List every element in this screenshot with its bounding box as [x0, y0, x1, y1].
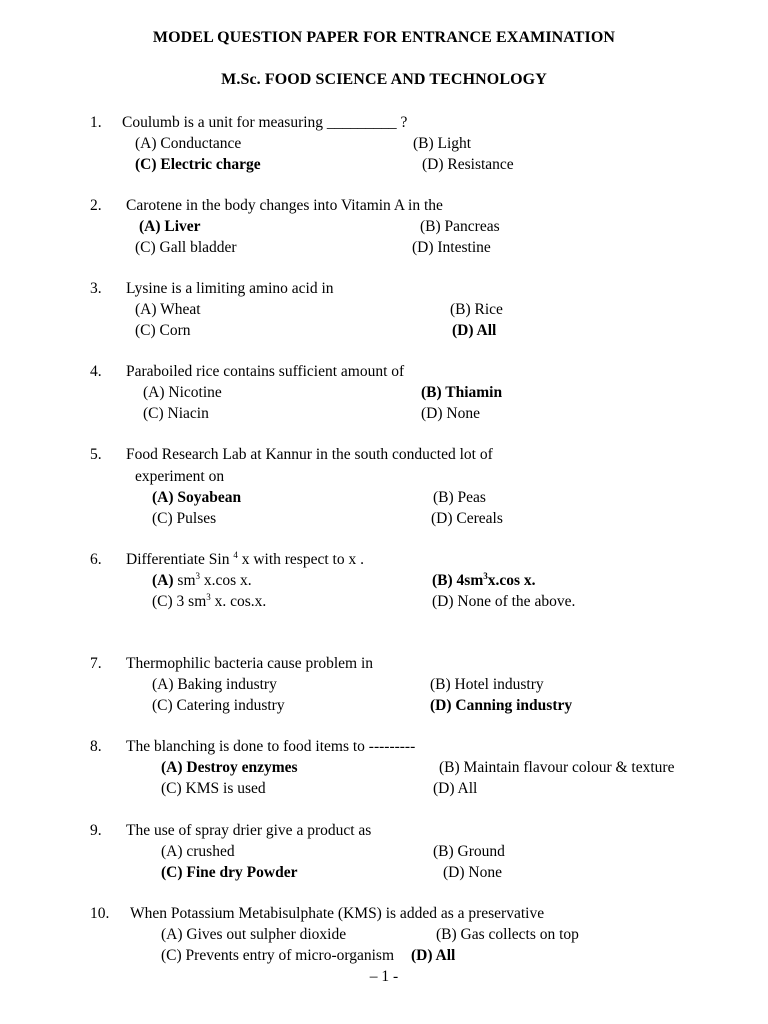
question-number: 7. — [90, 655, 102, 672]
option-d-answer: (D) All — [411, 947, 456, 964]
option-a: (A) Conductance — [135, 135, 242, 152]
option-d: (D) Resistance — [422, 156, 514, 173]
question-text: Lysine is a limiting amino acid in — [126, 280, 334, 297]
option-c: (C) Catering industry — [152, 697, 285, 714]
option-b: (B) Ground — [433, 843, 505, 860]
option-a: (A) Nicotine — [143, 384, 222, 401]
question-number: 1. — [90, 114, 102, 131]
question-number: 10. — [90, 905, 110, 922]
question-number: 2. — [90, 197, 102, 214]
option-c: (C) Niacin — [143, 405, 209, 422]
option-b-answer: (B) $4sm^3x.\cos$ x. — [432, 571, 536, 589]
page-subtitle: M.Sc. FOOD SCIENCE AND TECHNOLOGY — [221, 71, 547, 88]
option-c: (C) KMS is used — [161, 780, 266, 797]
page-title: MODEL QUESTION PAPER FOR ENTRANCE EXAMINATION — [152, 29, 616, 46]
question-text: The blanching is done to food items to --------- — [126, 738, 416, 755]
question-text: Food Research Lab at Kannur in the south conducted lot of — [126, 446, 493, 463]
option-b-answer: (B) Thiamin — [421, 384, 503, 401]
option-a-answer: (A) Soyabean — [152, 489, 242, 506]
question-number: 9. — [90, 822, 102, 839]
option-b: (B) Rice — [450, 301, 503, 318]
exponent: 3 — [195, 571, 200, 581]
option-a-answer: (A) Liver — [139, 218, 201, 235]
option-c-answer: (C) Fine dry Powder — [161, 864, 298, 881]
question-text: Paraboiled rice contains sufficient amount of — [126, 363, 405, 380]
option-c: (C) 3 $sm^3$ x. cos.x. — [152, 592, 267, 610]
question-number: 3. — [90, 280, 102, 297]
question-text: Carotene in the body changes into Vitamin A in the — [126, 197, 443, 214]
option-a: (A) Gives out sulpher dioxide — [161, 926, 347, 943]
option-d: (D) All — [433, 780, 478, 797]
option-d: (D) Intestine — [412, 239, 491, 256]
option-b: (B) Maintain flavour colour & texture — [439, 759, 675, 776]
exponent: 4 — [233, 550, 238, 560]
question-text-continued: experiment on — [135, 468, 225, 485]
page-number: – 1 - — [369, 968, 399, 985]
option-d: (D) None of the above. — [432, 593, 576, 610]
question-text: The use of spray drier give a product as — [126, 822, 372, 839]
option-a: (A) Baking industry — [152, 676, 277, 693]
option-c: (C) Pulses — [152, 510, 217, 527]
option-b: (B) Gas collects on top — [436, 926, 579, 943]
question-text: Thermophilic bacteria cause problem in — [126, 655, 374, 672]
question-number: 8. — [90, 738, 102, 755]
option-a: (A) Wheat — [135, 301, 201, 318]
question-text: Differentiate Sin $^4$ x with respect to x . — [126, 550, 364, 568]
option-c-answer: (C) Electric charge — [135, 156, 261, 173]
option-a-answer: (A) Destroy enzymes — [161, 759, 298, 776]
question-number: 5. — [90, 446, 102, 463]
question-number: 4. — [90, 363, 102, 380]
exponent: 3 — [483, 571, 488, 581]
option-d: (D) None — [443, 864, 502, 881]
option-c: (C) Prevents entry of micro-organism — [161, 947, 395, 964]
question-number: 6. — [90, 551, 102, 568]
option-d: (D) None — [421, 405, 480, 422]
option-b: (B) Light — [413, 135, 472, 152]
option-a: (A) crushed — [161, 843, 235, 860]
question-text: Coulumb is a unit for measuring _________ ? — [122, 114, 408, 131]
option-a: (A) $sm^3$ x.cos x. — [152, 571, 252, 589]
option-d-answer: (D) Canning industry — [430, 697, 573, 714]
option-c: (C) Gall bladder — [135, 239, 237, 256]
exponent: 3 — [206, 592, 211, 602]
option-b: (B) Pancreas — [420, 218, 500, 235]
option-d: (D) Cereals — [431, 510, 503, 527]
option-c: (C) Corn — [135, 322, 191, 339]
option-b: (B) Hotel industry — [430, 676, 544, 693]
option-b: (B) Peas — [433, 489, 486, 506]
option-d-answer: (D) All — [452, 322, 497, 339]
question-text: When Potassium Metabisulphate (KMS) is added as a preservative — [130, 905, 545, 922]
